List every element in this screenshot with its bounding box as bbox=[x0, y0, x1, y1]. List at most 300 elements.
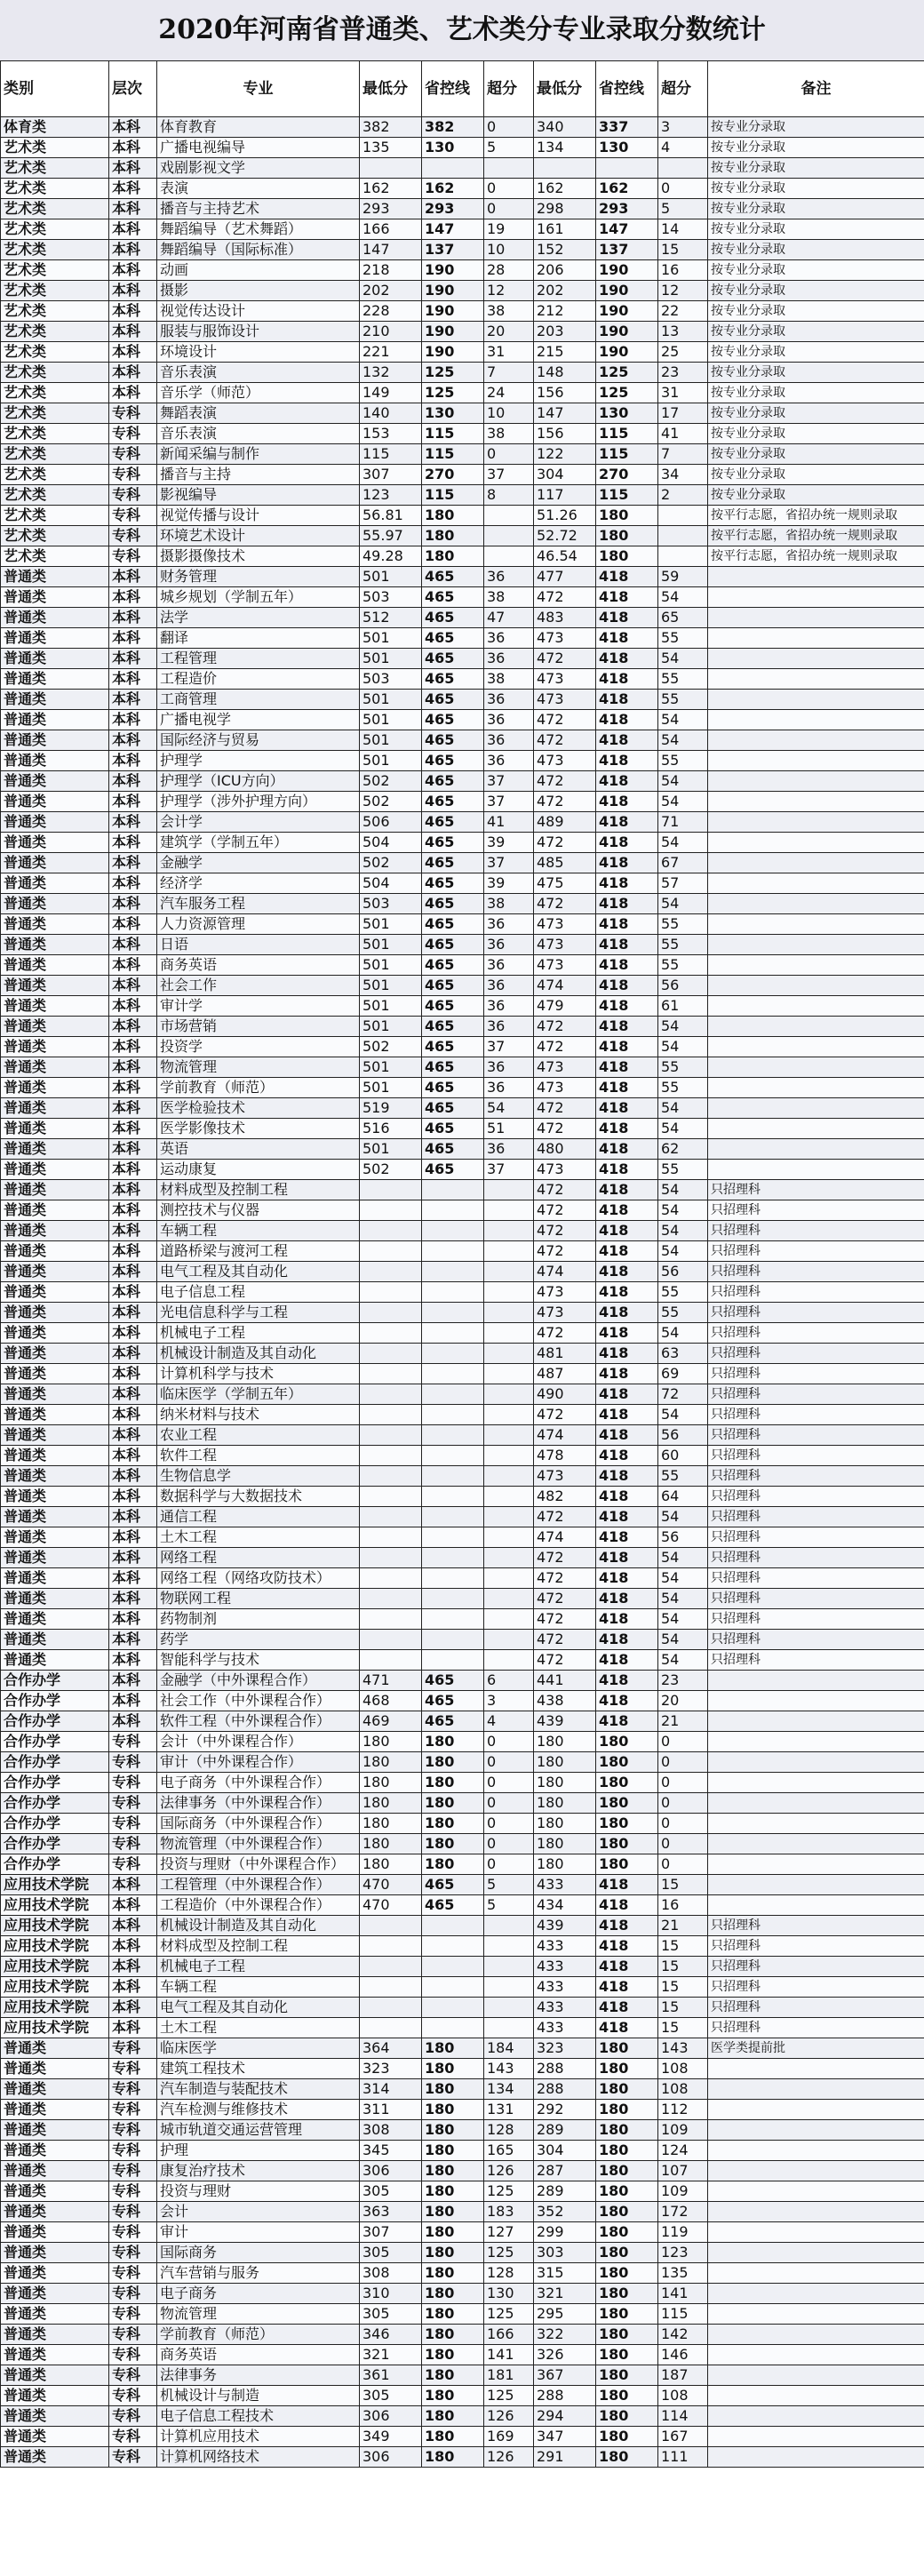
cell-over-score-1 bbox=[484, 1241, 534, 1262]
cell-over-score-2: 59 bbox=[658, 567, 708, 587]
cell-over-score-1 bbox=[484, 1916, 534, 1936]
table-row bbox=[1, 1017, 924, 1037]
cell-level: 本科 bbox=[109, 1344, 157, 1364]
cell-over-score-1: 181 bbox=[484, 2365, 534, 2386]
cell-min-score-1: 218 bbox=[360, 260, 422, 281]
cell-over-score-1: 169 bbox=[484, 2427, 534, 2447]
cell-remark bbox=[708, 914, 924, 935]
cell-major: 计算机科学与技术 bbox=[157, 1364, 360, 1384]
cell-remark bbox=[708, 2120, 924, 2141]
cell-over-score-2: 69 bbox=[658, 1364, 708, 1384]
cell-control-line-1 bbox=[422, 1446, 484, 1466]
cell-control-line-1: 180 bbox=[422, 506, 484, 526]
cell-min-score-2: 480 bbox=[534, 1139, 596, 1160]
cell-over-score-2 bbox=[658, 526, 708, 546]
cell-remark: 按专业分录取 bbox=[708, 219, 924, 240]
cell-control-line-2: 418 bbox=[596, 751, 658, 771]
cell-min-score-2: 490 bbox=[534, 1384, 596, 1405]
cell-over-score-2: 143 bbox=[658, 2038, 708, 2059]
cell-control-line-1 bbox=[422, 1241, 484, 1262]
cell-over-score-2: 25 bbox=[658, 342, 708, 363]
cell-over-score-2: 54 bbox=[658, 1241, 708, 1262]
cell-over-score-2: 16 bbox=[658, 260, 708, 281]
cell-remark bbox=[708, 1732, 924, 1752]
cell-level: 专科 bbox=[109, 485, 157, 506]
cell-level: 本科 bbox=[109, 1282, 157, 1303]
cell-control-line-2: 418 bbox=[596, 1548, 658, 1568]
cell-control-line-1: 465 bbox=[422, 873, 484, 894]
cell-over-score-1: 3 bbox=[484, 1691, 534, 1711]
cell-control-line-1: 180 bbox=[422, 2427, 484, 2447]
cell-min-score-2: 292 bbox=[534, 2100, 596, 2120]
cell-major: 会计（中外课程合作） bbox=[157, 1732, 360, 1752]
cell-over-score-2: 54 bbox=[658, 1630, 708, 1650]
cell-level: 专科 bbox=[109, 2386, 157, 2406]
cell-category: 普通类 bbox=[1, 833, 109, 853]
cell-min-score-1: 293 bbox=[360, 199, 422, 219]
cell-category: 艺术类 bbox=[1, 342, 109, 363]
cell-remark bbox=[708, 2406, 924, 2427]
cell-level: 本科 bbox=[109, 1405, 157, 1425]
cell-min-score-2: 439 bbox=[534, 1916, 596, 1936]
cell-major: 投资与理财（中外课程合作） bbox=[157, 1854, 360, 1875]
cell-major: 新闻采编与制作 bbox=[157, 444, 360, 465]
cell-control-line-1: 180 bbox=[422, 2304, 484, 2325]
cell-major: 医学影像技术 bbox=[157, 1119, 360, 1139]
cell-level: 本科 bbox=[109, 2018, 157, 2038]
cell-over-score-1 bbox=[484, 1180, 534, 1200]
cell-min-score-1 bbox=[360, 1507, 422, 1527]
cell-control-line-2: 418 bbox=[596, 1466, 658, 1487]
cell-level: 专科 bbox=[109, 2325, 157, 2345]
cell-min-score-1: 166 bbox=[360, 219, 422, 240]
cell-major: 播音与主持艺术 bbox=[157, 199, 360, 219]
cell-major: 护理 bbox=[157, 2141, 360, 2161]
cell-over-score-1: 36 bbox=[484, 649, 534, 669]
cell-level: 本科 bbox=[109, 158, 157, 179]
cell-min-score-2: 472 bbox=[534, 710, 596, 730]
table-row bbox=[1, 2079, 924, 2100]
table-row bbox=[1, 1057, 924, 1078]
table-row bbox=[1, 526, 924, 546]
cell-remark: 按平行志愿，省招办统一规则录取 bbox=[708, 526, 924, 546]
header-min-score-2: 最低分 bbox=[534, 61, 596, 117]
cell-major: 市场营销 bbox=[157, 1017, 360, 1037]
cell-remark bbox=[708, 1078, 924, 1098]
cell-remark: 按专业分录取 bbox=[708, 199, 924, 219]
cell-level: 专科 bbox=[109, 2222, 157, 2243]
table-row bbox=[1, 1814, 924, 1834]
cell-remark bbox=[708, 833, 924, 853]
cell-level: 本科 bbox=[109, 1017, 157, 1037]
cell-remark bbox=[708, 2202, 924, 2222]
cell-remark bbox=[708, 2100, 924, 2120]
cell-level: 专科 bbox=[109, 1773, 157, 1793]
cell-min-score-1: 202 bbox=[360, 281, 422, 301]
cell-over-score-2: 54 bbox=[658, 1548, 708, 1568]
cell-control-line-1: 465 bbox=[422, 914, 484, 935]
cell-remark: 只招理科 bbox=[708, 1568, 924, 1589]
cell-over-score-1: 0 bbox=[484, 1793, 534, 1814]
cell-min-score-1: 56.81 bbox=[360, 506, 422, 526]
cell-control-line-1: 270 bbox=[422, 465, 484, 485]
cell-over-score-2: 15 bbox=[658, 1998, 708, 2018]
cell-level: 本科 bbox=[109, 608, 157, 628]
table-row bbox=[1, 1998, 924, 2018]
cell-over-score-1: 36 bbox=[484, 1078, 534, 1098]
cell-remark bbox=[708, 2284, 924, 2304]
cell-level: 本科 bbox=[109, 1119, 157, 1139]
cell-over-score-2: 54 bbox=[658, 1405, 708, 1425]
table-row bbox=[1, 1344, 924, 1364]
cell-control-line-2: 418 bbox=[596, 1180, 658, 1200]
table-row bbox=[1, 894, 924, 914]
cell-min-score-1: 364 bbox=[360, 2038, 422, 2059]
cell-category: 普通类 bbox=[1, 1487, 109, 1507]
cell-over-score-2: 72 bbox=[658, 1384, 708, 1405]
cell-control-line-1: 465 bbox=[422, 649, 484, 669]
cell-level: 本科 bbox=[109, 710, 157, 730]
cell-min-score-1 bbox=[360, 2018, 422, 2038]
cell-major: 音乐表演 bbox=[157, 363, 360, 383]
cell-over-score-1 bbox=[484, 1405, 534, 1425]
cell-over-score-2: 54 bbox=[658, 1119, 708, 1139]
cell-over-score-1 bbox=[484, 1527, 534, 1548]
cell-control-line-1: 465 bbox=[422, 1057, 484, 1078]
cell-control-line-1 bbox=[422, 1936, 484, 1957]
cell-major: 投资与理财 bbox=[157, 2181, 360, 2202]
cell-min-score-2: 474 bbox=[534, 1262, 596, 1282]
table-row bbox=[1, 1834, 924, 1854]
cell-min-score-2: 46.54 bbox=[534, 546, 596, 567]
cell-major: 纳米材料与技术 bbox=[157, 1405, 360, 1425]
cell-level: 本科 bbox=[109, 1895, 157, 1916]
cell-min-score-2: 304 bbox=[534, 465, 596, 485]
cell-level: 本科 bbox=[109, 1078, 157, 1098]
table-row bbox=[1, 1282, 924, 1303]
cell-level: 本科 bbox=[109, 669, 157, 690]
cell-major: 音乐学（师范） bbox=[157, 383, 360, 403]
cell-control-line-1: 465 bbox=[422, 894, 484, 914]
table-row bbox=[1, 710, 924, 730]
page-title: 2020年河南省普通类、艺术类分专业录取分数统计 bbox=[0, 0, 924, 60]
cell-level: 本科 bbox=[109, 1221, 157, 1241]
cell-remark bbox=[708, 1711, 924, 1732]
cell-category: 艺术类 bbox=[1, 526, 109, 546]
cell-min-score-2: 473 bbox=[534, 1282, 596, 1303]
cell-level: 本科 bbox=[109, 281, 157, 301]
cell-major: 智能科学与技术 bbox=[157, 1650, 360, 1671]
table-row bbox=[1, 1793, 924, 1814]
cell-category: 普通类 bbox=[1, 1589, 109, 1609]
cell-control-line-2: 180 bbox=[596, 2447, 658, 2468]
cell-major: 审计（中外课程合作） bbox=[157, 1752, 360, 1773]
cell-over-score-1: 20 bbox=[484, 322, 534, 342]
cell-control-line-1: 465 bbox=[422, 1098, 484, 1119]
cell-control-line-1: 465 bbox=[422, 1139, 484, 1160]
table-row bbox=[1, 1487, 924, 1507]
cell-level: 专科 bbox=[109, 2079, 157, 2100]
cell-level: 本科 bbox=[109, 1098, 157, 1119]
cell-min-score-1: 504 bbox=[360, 873, 422, 894]
cell-category: 普通类 bbox=[1, 2120, 109, 2141]
cell-level: 专科 bbox=[109, 2161, 157, 2181]
cell-over-score-1: 19 bbox=[484, 219, 534, 240]
cell-control-line-2: 418 bbox=[596, 914, 658, 935]
cell-over-score-1 bbox=[484, 546, 534, 567]
table-row bbox=[1, 2284, 924, 2304]
table-row bbox=[1, 546, 924, 567]
cell-control-line-1: 180 bbox=[422, 2447, 484, 2468]
cell-over-score-2: 15 bbox=[658, 2018, 708, 2038]
cell-min-score-2: 441 bbox=[534, 1671, 596, 1691]
cell-over-score-1: 36 bbox=[484, 730, 534, 751]
cell-min-score-1: 469 bbox=[360, 1711, 422, 1732]
table-row bbox=[1, 1446, 924, 1466]
cell-over-score-1: 36 bbox=[484, 1057, 534, 1078]
cell-min-score-2: 473 bbox=[534, 914, 596, 935]
cell-level: 专科 bbox=[109, 2059, 157, 2079]
cell-min-score-1: 503 bbox=[360, 587, 422, 608]
cell-over-score-1: 130 bbox=[484, 2284, 534, 2304]
table-row bbox=[1, 2304, 924, 2325]
cell-major: 国际经济与贸易 bbox=[157, 730, 360, 751]
cell-over-score-2: 41 bbox=[658, 424, 708, 444]
cell-category: 普通类 bbox=[1, 710, 109, 730]
table-row bbox=[1, 363, 924, 383]
cell-control-line-2: 180 bbox=[596, 1834, 658, 1854]
table-row bbox=[1, 628, 924, 649]
cell-min-score-1: 140 bbox=[360, 403, 422, 424]
cell-level: 专科 bbox=[109, 1752, 157, 1773]
cell-category: 普通类 bbox=[1, 2386, 109, 2406]
cell-over-score-1 bbox=[484, 1507, 534, 1527]
header-level: 层次 bbox=[109, 61, 157, 117]
cell-category: 普通类 bbox=[1, 1384, 109, 1405]
cell-control-line-1: 180 bbox=[422, 2222, 484, 2243]
cell-control-line-2: 418 bbox=[596, 1037, 658, 1057]
cell-control-line-1: 465 bbox=[422, 1078, 484, 1098]
cell-level: 本科 bbox=[109, 771, 157, 792]
cell-remark: 只招理科 bbox=[708, 1650, 924, 1671]
cell-over-score-2: 55 bbox=[658, 751, 708, 771]
table-row bbox=[1, 179, 924, 199]
table-row bbox=[1, 873, 924, 894]
cell-remark: 只招理科 bbox=[708, 2018, 924, 2038]
cell-category: 合作办学 bbox=[1, 1854, 109, 1875]
table-row bbox=[1, 1609, 924, 1630]
cell-control-line-1 bbox=[422, 1405, 484, 1425]
cell-over-score-1: 36 bbox=[484, 955, 534, 976]
cell-min-score-2: 289 bbox=[534, 2120, 596, 2141]
cell-major: 商务英语 bbox=[157, 2345, 360, 2365]
cell-min-score-1: 321 bbox=[360, 2345, 422, 2365]
cell-control-line-1: 180 bbox=[422, 546, 484, 567]
cell-control-line-1: 180 bbox=[422, 2243, 484, 2263]
cell-min-score-1: 501 bbox=[360, 1139, 422, 1160]
cell-remark bbox=[708, 1875, 924, 1895]
cell-major: 音乐表演 bbox=[157, 424, 360, 444]
table-row bbox=[1, 751, 924, 771]
cell-level: 专科 bbox=[109, 2202, 157, 2222]
cell-over-score-1: 37 bbox=[484, 1160, 534, 1180]
cell-remark: 只招理科 bbox=[708, 1589, 924, 1609]
cell-major: 电子商务 bbox=[157, 2284, 360, 2304]
cell-major: 药物制剂 bbox=[157, 1609, 360, 1630]
cell-remark bbox=[708, 2243, 924, 2263]
cell-level: 本科 bbox=[109, 1241, 157, 1262]
cell-over-score-2: 4 bbox=[658, 138, 708, 158]
cell-level: 专科 bbox=[109, 2263, 157, 2284]
cell-remark bbox=[708, 567, 924, 587]
cell-over-score-1: 24 bbox=[484, 383, 534, 403]
cell-category: 普通类 bbox=[1, 2222, 109, 2243]
cell-over-score-1: 134 bbox=[484, 2079, 534, 2100]
cell-category: 艺术类 bbox=[1, 219, 109, 240]
cell-remark bbox=[708, 2059, 924, 2079]
cell-control-line-2: 180 bbox=[596, 2120, 658, 2141]
cell-category: 普通类 bbox=[1, 1548, 109, 1568]
cell-major: 测控技术与仪器 bbox=[157, 1200, 360, 1221]
cell-over-score-1: 126 bbox=[484, 2447, 534, 2468]
cell-control-line-1: 180 bbox=[422, 1773, 484, 1793]
cell-level: 本科 bbox=[109, 219, 157, 240]
cell-remark: 按专业分录取 bbox=[708, 281, 924, 301]
cell-over-score-1: 8 bbox=[484, 485, 534, 506]
table-row bbox=[1, 1384, 924, 1405]
cell-remark: 按专业分录取 bbox=[708, 260, 924, 281]
cell-control-line-1 bbox=[422, 2018, 484, 2038]
cell-min-score-2: 472 bbox=[534, 649, 596, 669]
cell-major: 光电信息科学与工程 bbox=[157, 1303, 360, 1323]
cell-major: 工程管理（中外课程合作） bbox=[157, 1875, 360, 1895]
cell-min-score-1 bbox=[360, 1200, 422, 1221]
cell-level: 本科 bbox=[109, 1650, 157, 1671]
cell-major: 会计 bbox=[157, 2202, 360, 2222]
cell-min-score-2: 478 bbox=[534, 1446, 596, 1466]
cell-level: 本科 bbox=[109, 833, 157, 853]
table-row bbox=[1, 158, 924, 179]
cell-major: 摄影摄像技术 bbox=[157, 546, 360, 567]
cell-remark: 按专业分录取 bbox=[708, 179, 924, 199]
cell-over-score-1: 12 bbox=[484, 281, 534, 301]
cell-level: 专科 bbox=[109, 2284, 157, 2304]
cell-category: 艺术类 bbox=[1, 158, 109, 179]
cell-control-line-2: 180 bbox=[596, 526, 658, 546]
cell-min-score-2: 294 bbox=[534, 2406, 596, 2427]
cell-min-score-1: 501 bbox=[360, 1057, 422, 1078]
cell-over-score-2: 55 bbox=[658, 914, 708, 935]
table-row bbox=[1, 1732, 924, 1752]
cell-over-score-2: 0 bbox=[658, 1752, 708, 1773]
cell-major: 护理学（涉外护理方向） bbox=[157, 792, 360, 812]
cell-level: 专科 bbox=[109, 1814, 157, 1834]
cell-min-score-1: 210 bbox=[360, 322, 422, 342]
cell-control-line-2: 418 bbox=[596, 1527, 658, 1548]
cell-over-score-1: 126 bbox=[484, 2161, 534, 2181]
cell-control-line-2: 180 bbox=[596, 2284, 658, 2304]
cell-min-score-2: 472 bbox=[534, 1200, 596, 1221]
cell-control-line-2: 418 bbox=[596, 1568, 658, 1589]
cell-control-line-2: 180 bbox=[596, 2263, 658, 2284]
cell-over-score-2: 7 bbox=[658, 444, 708, 465]
cell-control-line-1: 382 bbox=[422, 117, 484, 138]
cell-control-line-2: 137 bbox=[596, 240, 658, 260]
cell-over-score-2: 56 bbox=[658, 1425, 708, 1446]
cell-min-score-2: 180 bbox=[534, 1793, 596, 1814]
cell-over-score-2: 15 bbox=[658, 1936, 708, 1957]
table-row bbox=[1, 2018, 924, 2038]
header-category: 类别 bbox=[1, 61, 109, 117]
cell-min-score-2: 162 bbox=[534, 179, 596, 199]
cell-over-score-1: 165 bbox=[484, 2141, 534, 2161]
cell-level: 本科 bbox=[109, 1384, 157, 1405]
cell-min-score-1 bbox=[360, 1180, 422, 1200]
cell-control-line-1: 465 bbox=[422, 1017, 484, 1037]
cell-min-score-2: 474 bbox=[534, 1425, 596, 1446]
cell-major: 临床医学（学制五年） bbox=[157, 1384, 360, 1405]
cell-over-score-2: 15 bbox=[658, 1977, 708, 1998]
cell-over-score-1: 4 bbox=[484, 1711, 534, 1732]
cell-control-line-2: 418 bbox=[596, 1364, 658, 1384]
cell-category: 艺术类 bbox=[1, 240, 109, 260]
cell-min-score-1 bbox=[360, 1384, 422, 1405]
cell-category: 艺术类 bbox=[1, 465, 109, 485]
cell-over-score-1 bbox=[484, 1589, 534, 1609]
cell-over-score-1: 125 bbox=[484, 2181, 534, 2202]
cell-category: 应用技术学院 bbox=[1, 1875, 109, 1895]
cell-min-score-2: 472 bbox=[534, 730, 596, 751]
cell-min-score-2: 291 bbox=[534, 2447, 596, 2468]
cell-level: 本科 bbox=[109, 1548, 157, 1568]
table-row bbox=[1, 1589, 924, 1609]
table-row bbox=[1, 444, 924, 465]
cell-min-score-1 bbox=[360, 1977, 422, 1998]
cell-over-score-2: 54 bbox=[658, 730, 708, 751]
cell-remark bbox=[708, 628, 924, 649]
cell-over-score-2: 15 bbox=[658, 1957, 708, 1977]
cell-major: 审计 bbox=[157, 2222, 360, 2243]
cell-over-score-1: 41 bbox=[484, 812, 534, 833]
cell-over-score-1: 38 bbox=[484, 424, 534, 444]
cell-min-score-2: 489 bbox=[534, 812, 596, 833]
cell-control-line-2: 418 bbox=[596, 1671, 658, 1691]
cell-over-score-1: 39 bbox=[484, 833, 534, 853]
cell-min-score-2: 473 bbox=[534, 935, 596, 955]
cell-remark bbox=[708, 2427, 924, 2447]
cell-min-score-1 bbox=[360, 1425, 422, 1446]
cell-min-score-2: 147 bbox=[534, 403, 596, 424]
cell-over-score-2: 62 bbox=[658, 1139, 708, 1160]
cell-control-line-2: 418 bbox=[596, 1691, 658, 1711]
cell-major: 法律事务（中外课程合作） bbox=[157, 1793, 360, 1814]
cell-remark: 医学类提前批 bbox=[708, 2038, 924, 2059]
cell-control-line-1: 180 bbox=[422, 2141, 484, 2161]
cell-major: 环境艺术设计 bbox=[157, 526, 360, 546]
cell-control-line-2: 418 bbox=[596, 1057, 658, 1078]
cell-control-line-1: 465 bbox=[422, 710, 484, 730]
cell-control-line-2: 418 bbox=[596, 2018, 658, 2038]
cell-control-line-1: 465 bbox=[422, 1875, 484, 1895]
cell-over-score-2: 108 bbox=[658, 2386, 708, 2406]
cell-over-score-2: 0 bbox=[658, 1814, 708, 1834]
cell-control-line-2: 115 bbox=[596, 444, 658, 465]
table-row bbox=[1, 1303, 924, 1323]
cell-control-line-2: 162 bbox=[596, 179, 658, 199]
cell-over-score-1 bbox=[484, 1384, 534, 1405]
cell-control-line-1: 465 bbox=[422, 1671, 484, 1691]
cell-remark: 只招理科 bbox=[708, 1630, 924, 1650]
